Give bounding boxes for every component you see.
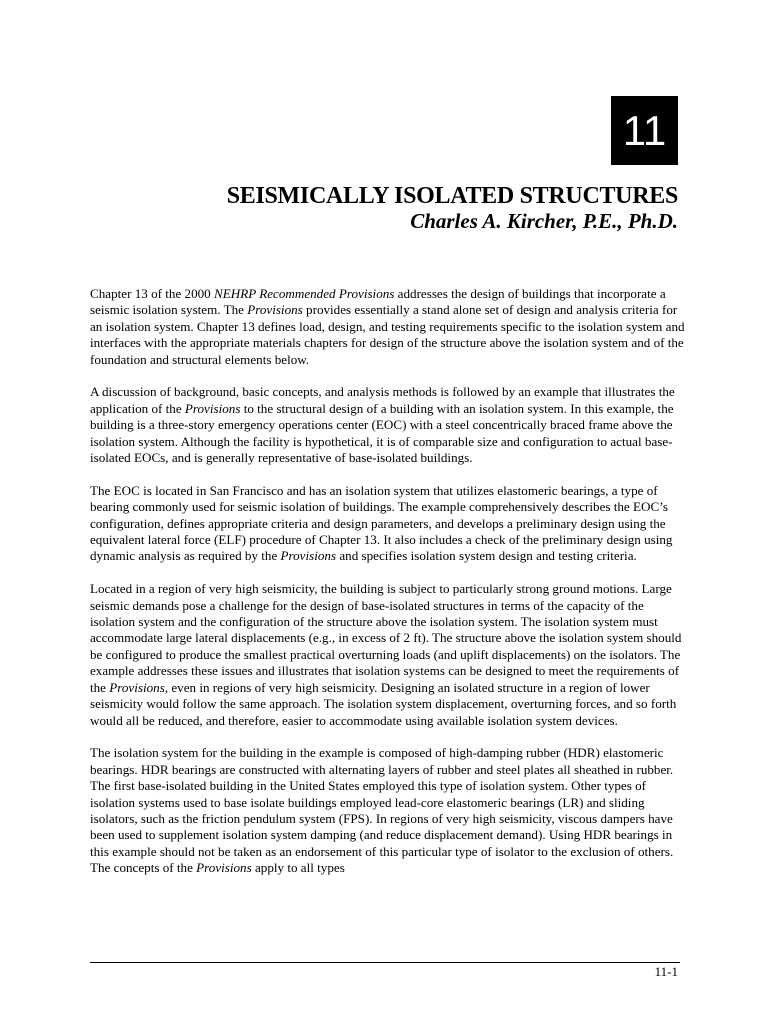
text-run: Chapter 13 of the 2000 [90, 286, 215, 301]
text-run: A discussion of background, basic concepts, and analysis methods is followed by an example that illustrates the application of the [90, 384, 675, 416]
paragraph [90, 384, 690, 466]
paragraph [90, 483, 690, 565]
italic-text: Provisions [196, 860, 252, 876]
text-run: The EOC is located in San Francisco and has an isolation system that utilizes elastomeric bearings, a type of bearing commonly used for seismic isolation of buildings. The example comprehensively describes the EOC’s configuration, defines appropriate criteria and design parameters, and develops a preliminary design using the equivalent lateral force (ELF) procedure of Chapter 13. It also includes a check of the preliminary design using dynamic analysis as required by the [90, 482, 673, 564]
text-run: provides essentially a stand alone set of design and analysis criteria for an isolation system. Chapter 13 defines load, design, and testing requirements specific to the isolation system and interfaces with the appropriate materials chapters for design of the structure above the isolation system and of the foundation and structural elements below. [90, 302, 685, 367]
text-run: The isolation system for the building in the example is composed of high-damping rubber (HDR) elastomeric bearings. HDR bearings are constructed with alternating layers of rubber and steel plates all sheathed in rubber. The first base-isolated building in the United States employed this type of isolation system. Other types of isolation systems used to base isolate buildings employed lead-core elastomeric bearings (LR) and sliding isolators, such as the friction pendulum system (FPS). In regions of very high seismicity, viscous dampers have been used to supplement isolation system damping (and reduce displacement demand). Using HDR bearings in this example should not be taken as an endorsement of this particular type of isolator to the exclusion of others. The concepts of the [90, 745, 674, 876]
chapter-author: Charles A. Kircher, P.E., Ph.D. [410, 209, 678, 233]
text-run: addresses the design of buildings that incorporate a seismic isolation system. The [90, 286, 666, 318]
chapter-title: SEISMICALLY ISOLATED STRUCTURES [226, 183, 678, 209]
chapter-number: 11 [622, 107, 667, 154]
italic-text: Provisions [184, 400, 241, 416]
text-run: Located in a region of very high seismicity, the building is subject to particularly strong ground motions. Large seismic demands pose a challenge for the design of base-isolated structures in terms of the capacity of the isolation system and the configuration of the structure above the isolation system. The isolation system must accommodate large lateral displacements (e.g., in excess of 2 ft). The structure above the isolation system should be configured to produce the smallest practical overturning loads (and uplift displacements) on the isolators. The example addresses these issues and illustrates that isolation systems can be designed to meet the requirements of the [90, 581, 682, 695]
page-number: 11-1 [654, 964, 678, 979]
italic-text: Provisions [280, 548, 337, 564]
paragraph [90, 581, 690, 729]
text-run: apply to all types [251, 860, 345, 876]
chapter-number-box [611, 96, 678, 165]
footer-divider [90, 962, 680, 963]
italic-text: Provisions [109, 679, 165, 695]
paragraph [90, 286, 690, 368]
italic-text: Provisions [247, 302, 303, 318]
paragraph [90, 745, 690, 876]
italic-text: NEHRP Recommended Provisions [214, 286, 395, 301]
text-run: , even in regions of very high seismicity. Designing an isolated structure in a region of lower seismicity would follow the same approach. The isolation system displacement, overturning forces, and so forth would all be reduced, and therefore, easier to accommodate using available isolation system devices. [90, 679, 677, 728]
text-run: and specifies isolation system design and testing criteria. [336, 548, 637, 564]
text-run: to the structural design of a building with an isolation system. In this example, the building is a three-story emergency operations center (EOC) with a steel concentrically braced frame above the isolation system. Although the facility is hypothetical, it is of comparable size and configuration to actual base-isolated EOCs, and is generally representative of base-isolated buildings. [90, 400, 674, 466]
body-text [90, 286, 690, 893]
